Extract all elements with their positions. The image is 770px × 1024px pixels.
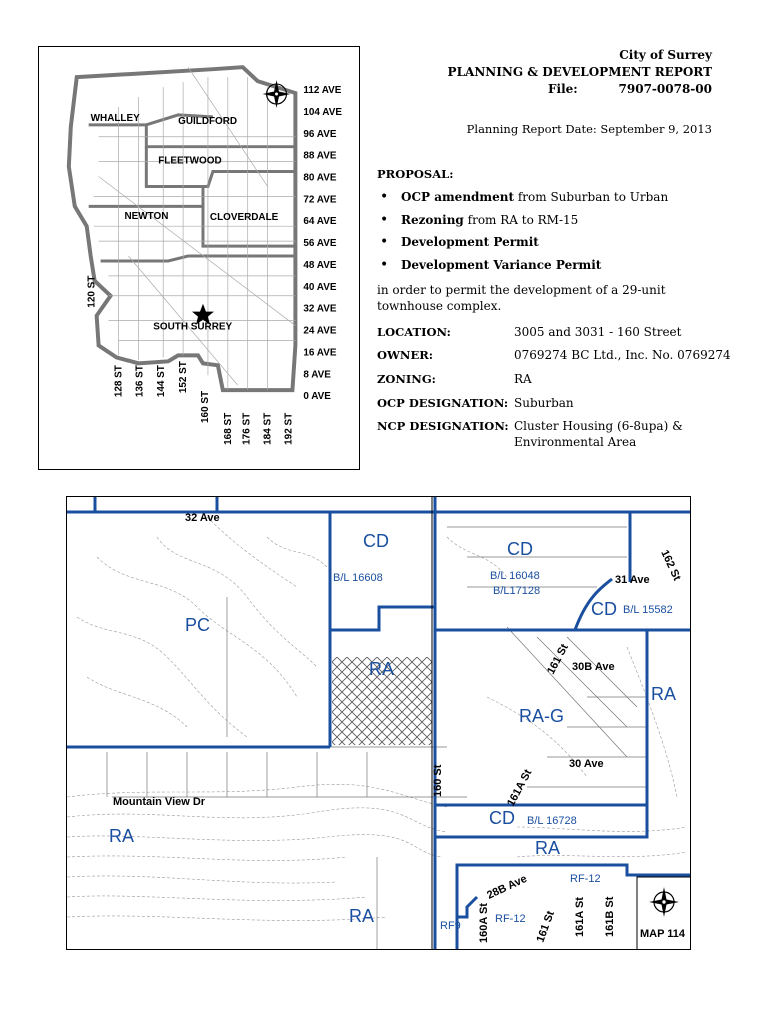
avenue-label: 40 AVE bbox=[303, 281, 337, 293]
street-label: 128 ST bbox=[113, 365, 125, 398]
proposal-item: • Development Variance Permit bbox=[377, 258, 717, 281]
proposal-purpose: in order to permit the development of a 29-unit townhouse complex. bbox=[377, 283, 666, 313]
zone-label: CD bbox=[507, 539, 533, 559]
proposal-heading: PROPOSAL: bbox=[377, 167, 454, 181]
street-label: 31 Ave bbox=[615, 574, 650, 586]
location-label: LOCATION: bbox=[377, 325, 451, 339]
zone-label: RA bbox=[535, 838, 561, 858]
avenue-label: 24 AVE bbox=[303, 325, 337, 337]
avenue-label: 16 AVE bbox=[303, 347, 337, 359]
street-label: 161A St bbox=[574, 897, 586, 937]
avenue-label: 0 AVE bbox=[303, 391, 331, 403]
zone-label: RF-12 bbox=[570, 873, 601, 885]
street-label: 28B Ave bbox=[485, 872, 529, 902]
avenue-label: 8 AVE bbox=[303, 369, 331, 381]
street-label: 30B Ave bbox=[572, 661, 615, 673]
avenue-label: 64 AVE bbox=[303, 216, 337, 228]
locator-map-graphic bbox=[39, 47, 359, 469]
zone-label: CD bbox=[489, 808, 515, 828]
zoning-map-graphic bbox=[67, 497, 691, 950]
bylaw-label: B/L17128 bbox=[493, 585, 541, 597]
bylaw-label: B/L 16728 bbox=[527, 815, 577, 827]
zone-label: RA bbox=[651, 684, 677, 704]
zoning-value: RA bbox=[514, 372, 532, 386]
street-label: 161A St bbox=[505, 767, 535, 809]
area-label: GUILDFORD bbox=[178, 115, 238, 127]
proposal-item: • Rezoning from RA to RM-15 bbox=[377, 213, 717, 236]
file-label: File: bbox=[548, 82, 578, 96]
zone-label: RA bbox=[349, 906, 375, 926]
ncp-value: Cluster Housing (6-8upa) & Environmental Area bbox=[514, 419, 683, 449]
avenue-label: 96 AVE bbox=[303, 128, 337, 140]
street-label: 136 ST bbox=[134, 365, 146, 398]
street-label: 168 ST bbox=[222, 412, 234, 445]
area-label: SOUTH SURREY bbox=[153, 321, 233, 333]
locator-map bbox=[38, 46, 360, 470]
owner-value: 0769274 BC Ltd., Inc. No. 0769274 bbox=[514, 348, 731, 362]
avenue-label: 32 AVE bbox=[303, 303, 337, 315]
avenue-label: 48 AVE bbox=[303, 259, 337, 271]
zone-label: RA bbox=[109, 826, 135, 846]
proposal-item: • Development Permit bbox=[377, 235, 717, 258]
avenue-label: 80 AVE bbox=[303, 172, 337, 184]
street-label: 160 St bbox=[432, 764, 444, 797]
city-name: City of Surrey bbox=[619, 48, 712, 62]
avenue-label: 88 AVE bbox=[303, 150, 337, 162]
file-number: 7907-0078-00 bbox=[618, 82, 712, 96]
avenue-label: 104 AVE bbox=[303, 106, 342, 118]
location-value: 3005 and 3031 - 160 Street bbox=[514, 325, 682, 339]
zone-label: RF9 bbox=[440, 920, 461, 932]
zoning-label: ZONING: bbox=[377, 372, 436, 386]
zone-label: PC bbox=[185, 615, 211, 635]
zoning-map bbox=[66, 496, 691, 950]
street-label: 161B St bbox=[604, 896, 616, 937]
street-label: 32 Ave bbox=[185, 512, 220, 524]
bylaw-label: B/L 16048 bbox=[490, 570, 540, 582]
street-label: 152 ST bbox=[178, 361, 190, 394]
zone-label: RF-12 bbox=[495, 913, 526, 925]
street-label: 160A St bbox=[478, 903, 490, 943]
zone-label: RA bbox=[369, 659, 395, 679]
street-label: 176 ST bbox=[241, 412, 253, 445]
street-label: 192 ST bbox=[283, 412, 295, 445]
report-date: Planning Report Date: September 9, 2013 bbox=[466, 122, 712, 136]
report-header bbox=[448, 47, 712, 81]
street-label: 144 ST bbox=[156, 365, 168, 398]
avenue-label: 56 AVE bbox=[303, 238, 337, 250]
area-label: FLEETWOOD bbox=[158, 155, 222, 167]
ocp-label: OCP DESIGNATION: bbox=[377, 396, 509, 410]
street-label: Mountain View Dr bbox=[113, 796, 206, 808]
bylaw-label: B/L 16608 bbox=[333, 572, 383, 584]
area-label: CLOVERDALE bbox=[209, 212, 279, 224]
avenue-label: 72 AVE bbox=[303, 194, 337, 206]
street-label: 160 ST bbox=[199, 390, 211, 423]
street-label: 161 St bbox=[534, 909, 557, 945]
map-id: MAP 114 bbox=[640, 928, 686, 940]
report-title: PLANNING & DEVELOPMENT REPORT bbox=[447, 65, 712, 79]
area-label: NEWTON bbox=[124, 211, 169, 223]
owner-label: OWNER: bbox=[377, 348, 434, 362]
street-label: 30 Ave bbox=[569, 758, 604, 770]
zone-label: CD bbox=[363, 531, 389, 551]
area-label: WHALLEY bbox=[90, 112, 140, 124]
avenue-label: 112 AVE bbox=[303, 85, 342, 97]
street-label: 184 ST bbox=[262, 412, 274, 445]
zone-label: RA-G bbox=[519, 706, 564, 726]
street-label: 162 St bbox=[658, 548, 683, 583]
street-label: 161 St bbox=[545, 642, 571, 677]
zone-label: CD bbox=[591, 599, 617, 619]
ocp-value: Suburban bbox=[514, 396, 574, 410]
street-label: 120 ST bbox=[86, 275, 98, 308]
bylaw-label: B/L 15582 bbox=[623, 604, 673, 616]
proposal-item: • OCP amendment from Suburban to Urban bbox=[377, 190, 717, 213]
ncp-label: NCP DESIGNATION: bbox=[377, 419, 509, 433]
proposal-list bbox=[377, 190, 717, 280]
